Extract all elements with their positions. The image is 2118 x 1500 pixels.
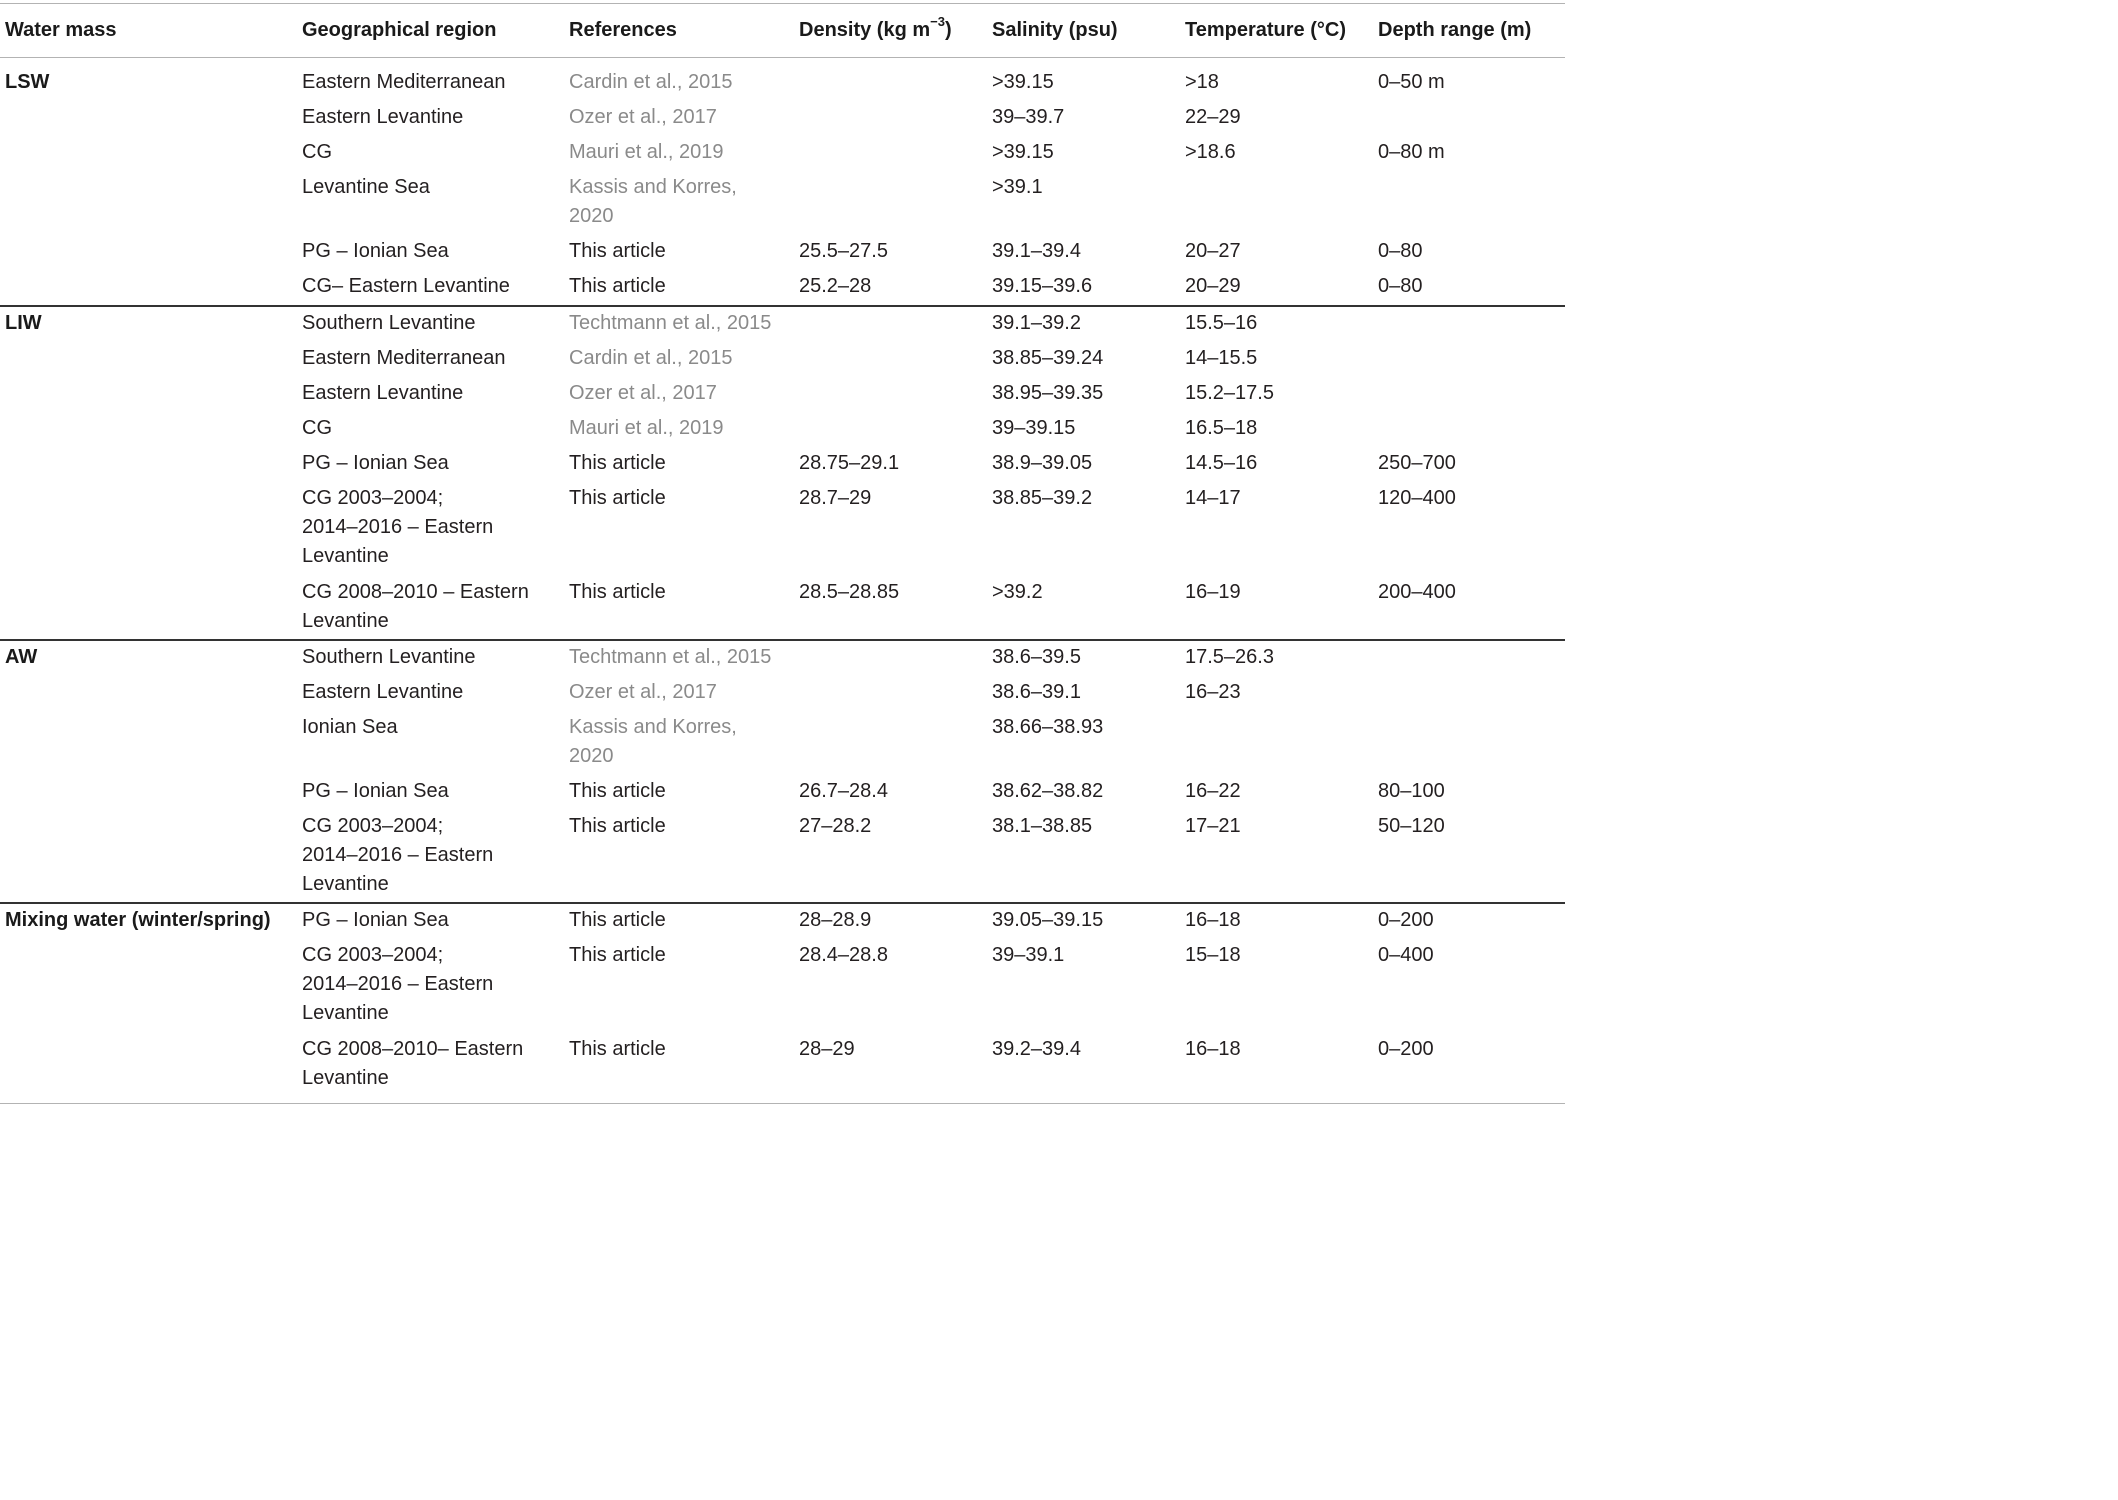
cell-salinity: 38.95–39.35 <box>992 382 1104 404</box>
cell-geographical-region-line: Levantine Sea <box>302 176 430 198</box>
cell-depth-range: 0–80 m <box>1378 141 1445 163</box>
cell-geographical-region <box>302 173 430 202</box>
cell-salinity: >39.2 <box>992 580 1043 603</box>
cell-geographical-region <box>302 379 463 408</box>
cell-geographical-region <box>302 309 475 338</box>
cell-density: 28–29 <box>799 1037 855 1060</box>
cell-geographical-region-line: CG <box>302 417 332 439</box>
cell-reference-line: This article <box>569 275 666 298</box>
cell-temperature: 16–22 <box>1185 780 1241 803</box>
cell-reference-line: Cardin et al., 2015 <box>569 347 733 369</box>
cell-salinity: 38.66–38.93 <box>992 716 1104 738</box>
cell-temperature: 16–19 <box>1185 580 1241 603</box>
cell-geographical-region-line: 2014–2016 – Eastern <box>302 973 494 995</box>
cell-salinity: >39.15 <box>992 71 1054 93</box>
header-salinity: Salinity (psu) <box>992 19 1118 41</box>
cell-salinity: 38.62–38.82 <box>992 780 1104 803</box>
cell-reference[interactable] <box>569 309 771 338</box>
cell-density: 28.75–29.1 <box>799 452 900 474</box>
cell-reference <box>569 484 666 513</box>
cell-temperature: >18.6 <box>1185 141 1236 163</box>
cell-depth-range: 0–200 <box>1378 909 1434 931</box>
cell-geographical-region <box>302 941 493 1028</box>
cell-temperature: 15.2–17.5 <box>1185 382 1274 404</box>
cell-geographical-region-line: CG 2003–2004; <box>302 487 444 509</box>
cell-reference-line: Cardin et al., 2015 <box>569 71 733 93</box>
cell-salinity: 39.1–39.2 <box>992 312 1081 334</box>
cell-geographical-region <box>302 578 529 636</box>
cell-temperature: >18 <box>1185 71 1219 93</box>
cell-geographical-region <box>302 643 475 672</box>
cell-reference[interactable] <box>569 713 737 771</box>
cell-geographical-region <box>302 1035 523 1093</box>
cell-depth-range: 200–400 <box>1378 580 1456 603</box>
water-mass-label: AW <box>5 646 38 668</box>
cell-salinity: >39.15 <box>992 141 1054 163</box>
water-mass-label: LIW <box>5 312 42 334</box>
cell-geographical-region <box>302 777 449 806</box>
cell-reference <box>569 449 666 478</box>
cell-geographical-region-line: Levantine <box>302 1002 389 1024</box>
cell-reference-line: Ozer et al., 2017 <box>569 106 717 128</box>
cell-temperature: 17.5–26.3 <box>1185 646 1274 668</box>
cell-depth-range: 50–120 <box>1378 815 1445 838</box>
cell-salinity: 38.85–39.24 <box>992 347 1104 369</box>
header-geographical-region: Geographical region <box>302 19 497 41</box>
cell-salinity: 39–39.1 <box>992 944 1065 966</box>
cell-geographical-region-line: Eastern Mediterranean <box>302 71 506 93</box>
cell-density: 26.7–28.4 <box>799 780 888 803</box>
group-divider <box>0 639 1565 641</box>
cell-reference[interactable] <box>569 414 724 443</box>
cell-geographical-region-line: 2014–2016 – Eastern <box>302 516 494 538</box>
cell-reference[interactable] <box>569 138 724 167</box>
cell-reference[interactable] <box>569 173 737 231</box>
cell-geographical-region-line: PG – Ionian Sea <box>302 909 449 931</box>
cell-temperature: 14–15.5 <box>1185 347 1258 369</box>
cell-reference-line: Mauri et al., 2019 <box>569 417 724 439</box>
cell-geographical-region-line: CG 2003–2004; <box>302 944 444 966</box>
header-density: Density (kg $m^{-3}$) <box>799 14 952 41</box>
group-divider <box>0 305 1565 307</box>
cell-density: 25.2–28 <box>799 275 872 298</box>
cell-reference-line: This article <box>569 815 666 838</box>
cell-reference <box>569 906 666 935</box>
cell-reference-line: Techtmann et al., 2015 <box>569 646 772 668</box>
cell-reference[interactable] <box>569 344 732 373</box>
cell-depth-range: 80–100 <box>1378 780 1445 803</box>
table-top-rule <box>0 3 1565 4</box>
cell-reference-line: This article <box>569 944 666 966</box>
cell-reference-line: Mauri et al., 2019 <box>569 141 724 163</box>
cell-reference <box>569 812 666 841</box>
cell-density: 28.5–28.85 <box>799 580 900 603</box>
cell-geographical-region-line: Eastern Levantine <box>302 382 464 404</box>
cell-geographical-region-line: Ionian Sea <box>302 716 398 738</box>
cell-geographical-region-line: Eastern Levantine <box>302 106 464 128</box>
cell-temperature: 15.5–16 <box>1185 312 1258 334</box>
cell-reference[interactable] <box>569 643 771 672</box>
cell-temperature: 16.5–18 <box>1185 417 1258 439</box>
header-water-mass: Water mass <box>5 19 117 41</box>
cell-salinity: 39.1–39.4 <box>992 240 1081 263</box>
cell-salinity: 38.1–38.85 <box>992 815 1093 838</box>
cell-temperature: 20–29 <box>1185 275 1241 298</box>
cell-geographical-region <box>302 138 332 167</box>
cell-geographical-region <box>302 68 505 97</box>
cell-geographical-region-line: PG – Ionian Sea <box>302 452 449 474</box>
cell-geographical-region-line: Eastern Levantine <box>302 681 464 703</box>
cell-salinity: 39.05–39.15 <box>992 909 1104 931</box>
cell-density: 28.7–29 <box>799 487 872 509</box>
cell-geographical-region-line: PG – Ionian Sea <box>302 240 449 263</box>
cell-temperature: 17–21 <box>1185 815 1241 838</box>
table-bottom-rule <box>0 1103 1565 1104</box>
cell-reference <box>569 237 666 266</box>
header-temperature: Temperature (°C) <box>1185 19 1346 41</box>
cell-reference-line: 2020 <box>569 205 614 227</box>
cell-geographical-region-line: CG <box>302 141 332 163</box>
cell-geographical-region <box>302 344 505 373</box>
cell-geographical-region-line: Eastern Mediterranean <box>302 347 506 369</box>
cell-geographical-region-line: 2014–2016 – Eastern <box>302 844 494 867</box>
cell-salinity: 39–39.7 <box>992 106 1065 128</box>
cell-geographical-region-line: PG – Ionian Sea <box>302 780 449 803</box>
cell-salinity: 38.6–39.1 <box>992 681 1081 703</box>
cell-temperature: 16–23 <box>1185 681 1241 703</box>
cell-reference-line: Techtmann et al., 2015 <box>569 312 772 334</box>
cell-reference[interactable] <box>569 68 732 97</box>
cell-geographical-region-line: CG 2008–2010– Eastern <box>302 1037 524 1060</box>
cell-reference <box>569 777 666 806</box>
cell-temperature: 15–18 <box>1185 944 1241 966</box>
cell-reference-line: 2020 <box>569 745 614 767</box>
cell-reference <box>569 272 666 301</box>
cell-depth-range: 120–400 <box>1378 487 1456 509</box>
cell-depth-range: 0–80 <box>1378 240 1423 263</box>
cell-salinity: >39.1 <box>992 176 1043 198</box>
cell-reference-line: This article <box>569 452 666 474</box>
cell-geographical-region-line: Levantine <box>302 1066 389 1089</box>
cell-geographical-region-line: CG– Eastern Levantine <box>302 275 510 298</box>
cell-geographical-region-line: CG 2003–2004; <box>302 815 444 838</box>
cell-reference-line: Ozer et al., 2017 <box>569 382 717 404</box>
cell-geographical-region <box>302 272 510 301</box>
cell-depth-range: 0–400 <box>1378 944 1434 966</box>
header-rule <box>0 57 1565 58</box>
cell-temperature: 22–29 <box>1185 106 1241 128</box>
cell-geographical-region <box>302 713 398 742</box>
cell-density: 25.5–27.5 <box>799 240 888 263</box>
cell-density: 27–28.2 <box>799 815 872 838</box>
cell-reference-line: Kassis and Korres, <box>569 176 737 198</box>
cell-temperature: 14.5–16 <box>1185 452 1258 474</box>
cell-geographical-region <box>302 812 493 899</box>
cell-geographical-region <box>302 906 449 935</box>
cell-geographical-region <box>302 237 449 266</box>
header-references: References <box>569 19 677 41</box>
cell-geographical-region <box>302 449 449 478</box>
cell-salinity: 39.15–39.6 <box>992 275 1093 298</box>
cell-reference <box>569 578 666 607</box>
cell-salinity: 38.6–39.5 <box>992 646 1081 668</box>
cell-depth-range: 0–200 <box>1378 1037 1434 1060</box>
cell-geographical-region-line: Levantine <box>302 609 389 632</box>
group-divider <box>0 902 1565 904</box>
cell-temperature: 16–18 <box>1185 1037 1241 1060</box>
cell-density: 28–28.9 <box>799 909 872 931</box>
cell-temperature: 16–18 <box>1185 909 1241 931</box>
cell-reference[interactable] <box>569 379 717 408</box>
cell-depth-range: 0–80 <box>1378 275 1423 298</box>
cell-salinity: 38.9–39.05 <box>992 452 1093 474</box>
cell-geographical-region <box>302 678 463 707</box>
cell-depth-range: 0–50 m <box>1378 71 1445 93</box>
cell-geographical-region-line: CG 2008–2010 – Eastern <box>302 580 529 603</box>
cell-density: 28.4–28.8 <box>799 944 888 966</box>
cell-reference[interactable] <box>569 678 717 707</box>
cell-reference-line: This article <box>569 780 666 803</box>
cell-geographical-region-line: Levantine <box>302 873 389 896</box>
cell-salinity: 39.2–39.4 <box>992 1037 1081 1060</box>
cell-reference-line: This article <box>569 240 666 263</box>
cell-reference-line: This article <box>569 909 666 931</box>
cell-salinity: 39–39.15 <box>992 417 1076 439</box>
cell-reference-line: Ozer et al., 2017 <box>569 681 717 703</box>
cell-reference[interactable] <box>569 103 717 132</box>
cell-depth-range: 250–700 <box>1378 452 1456 474</box>
cell-geographical-region <box>302 103 463 132</box>
cell-reference <box>569 941 666 970</box>
cell-reference-line: This article <box>569 487 666 509</box>
cell-salinity: 38.85–39.2 <box>992 487 1093 509</box>
water-mass-label: Mixing water (winter/spring) <box>5 909 271 931</box>
cell-geographical-region-line: Southern Levantine <box>302 312 476 334</box>
water-mass-label: LSW <box>5 71 50 93</box>
density-unit-exponent: −3 <box>930 14 945 30</box>
cell-geographical-region <box>302 484 493 571</box>
cell-reference <box>569 1035 666 1064</box>
cell-reference-line: This article <box>569 1037 666 1060</box>
cell-temperature: 14–17 <box>1185 487 1241 509</box>
cell-reference-line: Kassis and Korres, <box>569 716 737 738</box>
cell-geographical-region <box>302 414 332 443</box>
cell-reference-line: This article <box>569 580 666 603</box>
cell-temperature: 20–27 <box>1185 240 1241 263</box>
header-depth-range: Depth range (m) <box>1378 19 1532 41</box>
cell-geographical-region-line: Levantine <box>302 545 389 567</box>
cell-geographical-region-line: Southern Levantine <box>302 646 476 668</box>
